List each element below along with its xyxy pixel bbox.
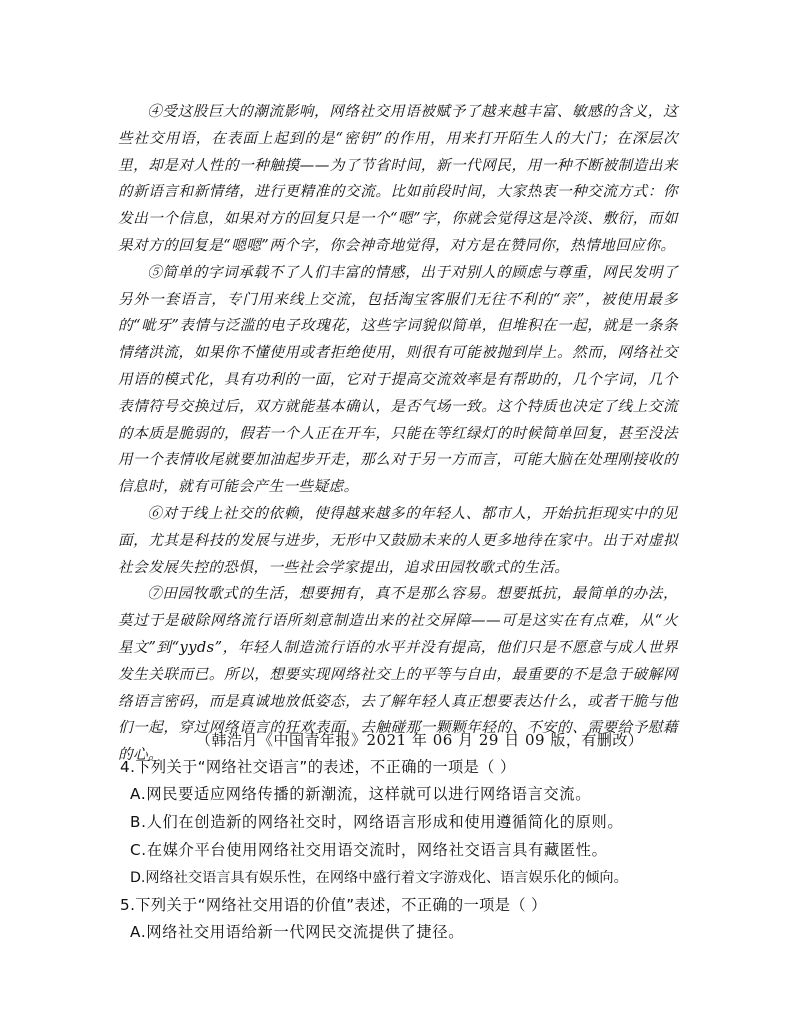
question-option-b: B.人们在创造新的网络社交时，网络语言形成和使用遵循简化的原则。 [130,813,624,831]
reading-passage [118,99,678,769]
question-list [120,754,700,946]
question-4 [120,754,700,892]
question-5 [120,892,700,946]
question-option-a: A.网民要适应网络传播的新潮流，这样就可以进行网络语言交流。 [130,785,592,803]
passage-paragraph-4: ④受这股巨大的潮流影响，网络社交用语被赋予了越来越丰富、敏感的含义，这些社交用语，在表面上起到的是“密钥”的作用，用来打开陌生人的大门；在深层次里，却是对人性的一种触摸——为了节省时间，新一代网民，用一种不断被制造出来的新语言和新情绪，进行更精准的交流。比如前段时间，大家热衷一种交流方式：你发出一个信息，如果对方的回复只是一个“嗯”字，你就会觉得这是冷淡、敷衍，而如果对方的回复是“嗯嗯”两个字，你会神奇地觉得，对方是在赞同你，热情地回应你。 [118,103,678,254]
passage-paragraph-7: ⑦田园牧歌式的生活，想要拥有，真不是那么容易。想要抵抗，最简单的办法，莫过于是破除网络流行语所刻意制造出来的社交屏障——可是这实在有点难，从“火星文”到“yyds”，年轻人制造流行语的水平并没有提高，他们只是不愿意与成人世界发生关联而已。所以，想要实现网络社交上的平等与自由，最重要的不是急于破解网络语言密码，而是真诚地放低姿态，去了解年轻人真正想要表达什么，或者干脆与他们一起，穿过网络语言的狂欢表面，去触碰那一颗颗年轻的、不安的、需要给予慰藉的心。 [118,585,678,764]
question-option-d: D.网络社交语言具有娱乐性，在网络中盛行着文字游戏化、语言娱乐化的倾向。 [130,870,628,886]
question-option-a: A.网络社交用语给新一代网民交流提供了捷径。 [130,923,465,941]
passage-paragraph-6: ⑥对于线上社交的依赖，使得越来越多的年轻人、都市人，开始抗拒现实中的见面，尤其是科技的发展与进步，无形中又鼓励未来的人更多地待在家中。出于对虚拟社会发展失控的恐惧，一些社会学家提出，追求田园牧歌式的生活。 [118,504,678,576]
question-option-c: C.在媒介平台使用网络社交用语交流时，网络社交语言具有藏匿性。 [130,841,608,859]
passage-paragraph-5: ⑤简单的字词承载不了人们丰富的情感，出于对别人的顾虑与尊重，网民发明了另外一套语言，专门用来线上交流，包括淘宝客服们无往不利的“亲”，被使用最多的“呲牙”表情与泛滥的电子玫瑰花，这些字词貌似简单，但堆积在一起，就是一条条情绪洪流，如果你不懂使用或者拒绝使用，则很有可能被抛到岸上。然而，网络社交用语的模式化，具有功利的一面，它对于提高交流效率是有帮助的，几个字词，几个表情符号交换过后，双方就能基本确认，是否气场一致。这个特质也决定了线上交流的本质是脆弱的，假若一个人正在开车，只能在等红绿灯的时候简单回复，甚至没法用一个表情收尾就要加油起步开走，那么对于另一方而言，可能大脑在处理刚接收的信息时，就有可能会产生一些疑虑。 [118,263,678,496]
question-stem: 4.下列关于“网络社交语言”的表述，不正确的一项是（ ） [120,758,516,776]
passage-source-citation: （韩浩月《中国青年报》2021 年 06 月 29 日 09 版，有删改） [196,731,644,749]
question-stem: 5.下列关于“网络社交用语的价值”表述，不正确的一项是（ ） [120,896,547,914]
